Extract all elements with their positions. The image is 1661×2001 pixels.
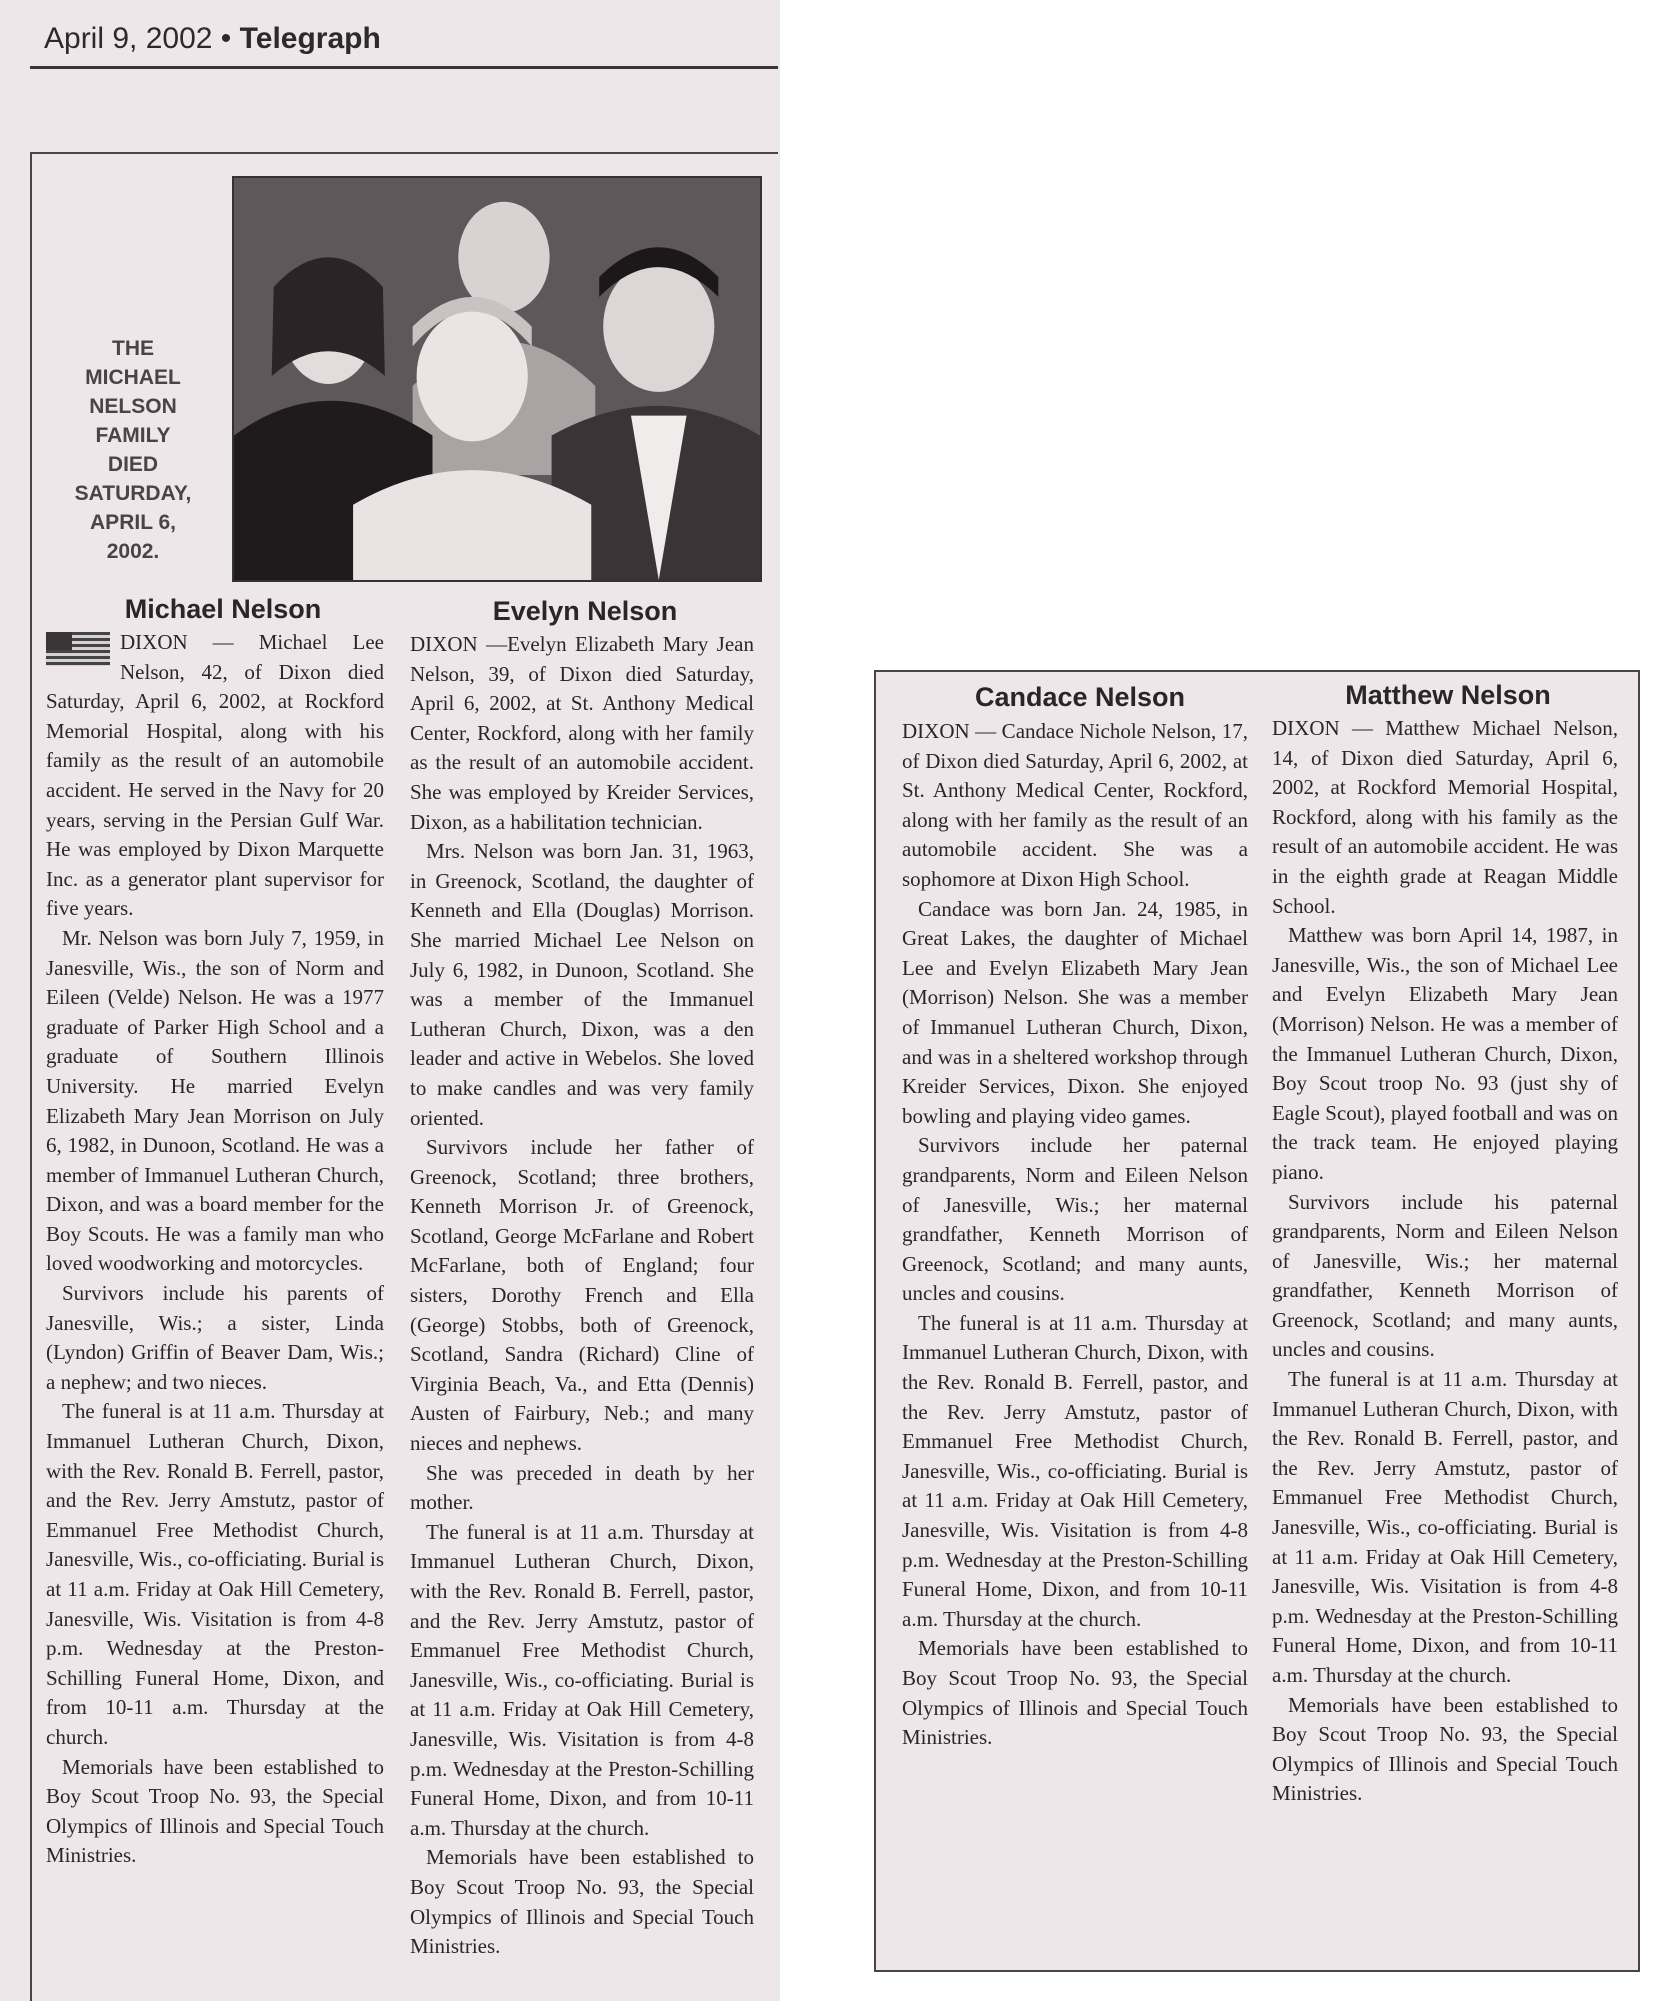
matthew-heading: Matthew Nelson — [1345, 680, 1551, 710]
evelyn-paragraph: Mrs. Nelson was born Jan. 31, 1963, in Greenock, Scotland, the daughter of Kenneth and Ella (Douglas) Morrison. She married Michael Lee Nelson on July 6, 1982, in Dunoon, Scotland. She was a member of the Immanuel Lutheran Church, Dixon, was a den leader and active in Webelos. She loved to make candles and was very family oriented. — [410, 839, 754, 1130]
masthead-paper-name: Telegraph — [239, 22, 381, 55]
matthew-paragraph: DIXON — Matthew Michael Nelson, 14, of Dixon died Saturday, April 6, 2002, at Rockford Memorial Hospital, Rockford, along with his family as the result of an automobile accident. He was in the eighth grade at Reagan Middle School. — [1272, 716, 1618, 918]
candace-paragraph: The funeral is at 11 a.m. Thursday at Immanuel Lutheran Church, Dixon, with the Rev. Ronald B. Ferrell, pastor, and the Rev. Jerry Amstutz, pastor of Emmanuel Free Methodist Church, Janesville, Wis., co-officiating. Burial is at 11 a.m. Friday at Oak Hill Cemetery, Janesville, Wis. Visitation is from 4-8 p.m. Wednesday at the Preston-Schilling Funeral Home, Dixon, and from 10-11 a.m. Thursday at the church. — [902, 1310, 1248, 1631]
michael-obituary — [46, 628, 384, 1871]
evelyn-paragraph: DIXON —Evelyn Elizabeth Mary Jean Nelson, 39, of Dixon died Saturday, April 6, 2002, at St. Anthony Medical Center, Rockford, along with her family as the result of an automobile accident. She was employed by Kreider Services, Dixon, as a habilitation technician. — [410, 632, 754, 834]
matthew-paragraph: Matthew was born April 14, 1987, in Janesville, Wis., the son of Michael Lee and Evelyn Elizabeth Mary Jean (Morrison) Nelson. He was a member of the Immanuel Lutheran Church, Dixon, Boy Scout troop No. 93 (just shy of Eagle Scout), played football and was on the track team. He enjoyed playing piano. — [1272, 923, 1618, 1184]
michael-paragraph: Mr. Nelson was born July 7, 1959, in Janesville, Wis., the son of Norm and Eileen (Velde) Nelson. He was a 1977 graduate of Parker High School and a graduate of Southern Illinois University. He married Evelyn Elizabeth Mary Jean Morrison on July 6, 1982, in Dunoon, Scotland. He was a member of Immanuel Lutheran Church, Dixon, and was a board member for the Boy Scouts. He was a family man who loved woodworking and motorcycles. — [46, 925, 384, 1276]
candace-paragraph: Memorials have been established to Boy Scout Troop No. 93, the Special Olympics of Illinois and Special Touch Ministries. — [902, 1636, 1248, 1750]
michael-paragraph: The funeral is at 11 a.m. Thursday at Immanuel Lutheran Church, Dixon, with the Rev. Ronald B. Ferrell, pastor, and the Rev. Jerry Amstutz, pastor of Emmanuel Free Methodist Church, Janesville, Wis., co-officiating. Burial is at 11 a.m. Friday at Oak Hill Cemetery, Janesville, Wis. Visitation is from 4-8 p.m. Wednesday at the Preston-Schilling Funeral Home, Dixon, and from 10-11 a.m. Thursday at the church. — [46, 1399, 384, 1749]
matthew-paragraph: Survivors include his paternal grandparents, Norm and Eileen Nelson of Janesville, Wis.; her maternal grandfather, Kenneth Morrison of Greenock, Scotland; and many aunts, uncles and cousins. — [1272, 1189, 1618, 1362]
evelyn-obituary — [410, 630, 754, 1962]
michael-heading: Michael Nelson — [124, 594, 322, 624]
candace-heading: Candace Nelson — [974, 682, 1186, 712]
evelyn-paragraph: She was preceded in death by her mother. — [410, 1460, 754, 1515]
masthead-date: April 9, 2002 — [44, 22, 213, 55]
matthew-obituary — [1272, 714, 1618, 1809]
candace-paragraph: DIXON — Candace Nichole Nelson, 17, of Dixon died Saturday, April 6, 2002, at St. Anthony Medical Center, Rockford, along with her family as the result of an automobile accident. She was a sophomore at Dixon High School. — [902, 719, 1248, 891]
candace-obituary — [902, 717, 1248, 1753]
masthead-separator: • — [220, 22, 232, 55]
evelyn-paragraph: Memorials have been established to Boy Scout Troop No. 93, the Special Olympics of Illinois and Special Touch Ministries. — [410, 1845, 754, 1959]
american-flag-icon — [46, 632, 110, 666]
evelyn-paragraph: The funeral is at 11 a.m. Thursday at Immanuel Lutheran Church, Dixon, with the Rev. Ronald B. Ferrell, pastor, and the Rev. Jerry Amstutz, pastor of Emmanuel Free Methodist Church, Janesville, Wis., co-officiating. Burial is at 11 a.m. Friday at Oak Hill Cemetery, Janesville, Wis. Visitation is from 4-8 p.m. Wednesday at the Preston-Schilling Funeral Home, Dixon, and from 10-11 a.m. Thursday at the church. — [410, 1519, 754, 1840]
matthew-paragraph: Memorials have been established to Boy Scout Troop No. 93, the Special Olympics of Illinois and Special Touch Ministries. — [1272, 1692, 1618, 1806]
michael-paragraph-text: DIXON — Michael Lee Nelson, 42, of Dixon died Saturday, April 6, 2002, at Rockford Memorial Hospital, along with his family as the result of an automobile accident. He served in the Navy for 20 years, serving in the Persian Gulf War. He was employed by Dixon Marquette Inc. as a generator plant supervisor for five years. — [46, 630, 384, 921]
masthead — [44, 22, 381, 56]
masthead-rule — [30, 66, 778, 69]
evelyn-paragraph: Survivors include her father of Greenock, Scotland; three brothers, Kenneth Morrison Jr. of Greenock, Scotland, George McFarlane and Robert McFarlane, both of England; four sisters, Dorothy French and Ella (George) Stobbs, both of Greenock, Scotland, Sandra (Richard) Cline of Virginia Beach, Va., and Etta (Dennis) Austen of Fairbury, Neb.; and many nieces and nephews. — [410, 1135, 754, 1456]
family-photo — [232, 176, 762, 582]
michael-paragraph: Memorials have been established to Boy Scout Troop No. 93, the Special Olympics of Illinois and Special Touch Ministries. — [46, 1754, 384, 1868]
photo-caption: THE MICHAEL NELSON FAMILY DIED SATURDAY, APRIL 6, 2002. — [74, 337, 192, 563]
candace-paragraph: Candace was born Jan. 24, 1985, in Great Lakes, the daughter of Michael Lee and Evelyn Elizabeth Mary Jean (Morrison) Nelson. She was a member of Immanuel Lutheran Church, Dixon, and was in a sheltered workshop through Kreider Services, Dixon. She enjoyed bowling and playing video games. — [902, 896, 1248, 1128]
evelyn-heading: Evelyn Nelson — [492, 596, 678, 626]
michael-paragraph — [46, 628, 384, 924]
matthew-paragraph: The funeral is at 11 a.m. Thursday at Immanuel Lutheran Church, Dixon, with the Rev. Ronald B. Ferrell, pastor, and the Rev. Jerry Amstutz, pastor of Emmanuel Free Methodist Church, Janesville, Wis., co-officiating. Burial is at 11 a.m. Friday at Oak Hill Cemetery, Janesville, Wis. Visitation is from 4-8 p.m. Wednesday at the Preston-Schilling Funeral Home, Dixon, and from 10-11 a.m. Thursday at the church. — [1272, 1367, 1618, 1687]
candace-paragraph: Survivors include her paternal grandparents, Norm and Eileen Nelson of Janesville, Wis.; her maternal grandfather, Kenneth Morrison of Greenock, Scotland; and many aunts, uncles and cousins. — [902, 1133, 1248, 1306]
michael-paragraph: Survivors include his parents of Janesville, Wis.; a sister, Linda (Lyndon) Griffin of Beaver Dam, Wis.; a nephew; and two nieces. — [46, 1281, 384, 1394]
